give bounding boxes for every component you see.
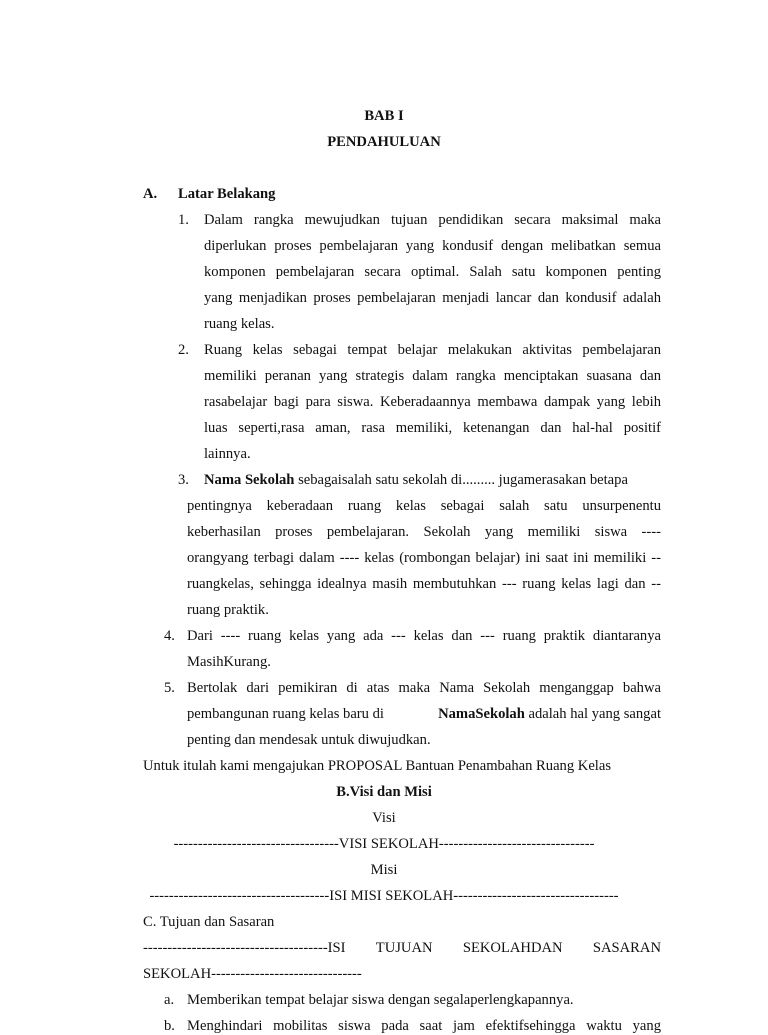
item-1-line-2: diperlukan proses pembelajaran yang kondusif dengan melibatkan semua (204, 238, 661, 254)
item-2-line-3: rasabelajar bagi para siswa. Keberadaannya membawa dampak yang lebih (204, 394, 661, 410)
section-a-title: Latar Belakang (178, 186, 276, 202)
item-5-line-2-post: adalah hal yang sangat (524, 706, 661, 722)
visi-label: Visi (372, 810, 396, 826)
item-5-line-2-pre: pembangunan ruang kelas baru di (187, 706, 384, 722)
school-name-bold: Nama Sekolah (204, 472, 295, 488)
visi-text: ----------------------------------VISI SEKOLAH-------------------------------- (173, 836, 595, 852)
section-c-line-1 (143, 939, 661, 957)
section-c-line-2: SEKOLAH------------------------------- (143, 966, 362, 982)
item-3-line-2: pentingnya keberadaan ruang kelas sebagai salah satu unsurpenentu (187, 498, 661, 514)
item-3-line-3: keberhasilan proses pembelajaran. Sekolah yang memiliki siswa ---- (187, 524, 661, 540)
item-4-line-2: MasihKurang. (187, 654, 271, 670)
list-number: 3. (178, 472, 189, 488)
item-5-line-3: penting dan mendesak untuk diwujudkan. (187, 732, 431, 748)
school-name-bold: NamaSekolah (438, 706, 525, 722)
item-1-line-4: yang menjadikan proses pembelajaran menjadi lancar dan kondusif adalah (204, 290, 661, 306)
section-c-word: TUJUAN (375, 940, 433, 956)
section-c-title: C. Tujuan dan Sasaran (143, 914, 275, 930)
list-number: 2. (178, 342, 189, 358)
item-3-line-1 (204, 471, 661, 489)
item-5-line-1: Bertolak dari pemikiran di atas maka Nama Sekolah menganggap bahwa (187, 680, 661, 696)
list-marker: b. (164, 1018, 175, 1034)
section-c-word: SEKOLAHDAN (462, 940, 563, 956)
item-3-line-5: ruangkelas, sehingga idealnya masih membutuhkan --- ruang kelas lagi dan -- (187, 576, 661, 592)
section-c-item-a: Memberikan tempat belajar siswa dengan segalaperlengkapannya. (187, 992, 574, 1008)
item-2-line-2: memiliki peranan yang strategis dalam rangka menciptakan suasana dan (204, 368, 661, 384)
section-c-item-b: Menghindari mobilitas siswa pada saat jam efektifsehingga waktu yang (187, 1018, 661, 1034)
section-a-marker: A. (143, 186, 158, 202)
list-number: 4. (164, 628, 175, 644)
list-number: 1. (178, 212, 189, 228)
item-2-line-4: luas seperti,rasa aman, rasa memiliki, ketenangan dan hal-hal positif (204, 420, 661, 436)
chapter-title: PENDAHULUAN (327, 134, 441, 150)
misi-label: Misi (370, 862, 398, 878)
item-3-line-4: orangyang terbagi dalam ---- kelas (rombongan belajar) ini saat ini memiliki -- (187, 550, 661, 566)
chapter-heading: BAB I (364, 108, 404, 124)
item-1-line-5: ruang kelas. (204, 316, 275, 332)
item-3-line-6: ruang praktik. (187, 602, 269, 618)
section-b-title: B.Visi dan Misi (336, 784, 432, 800)
item-1-line-3: komponen pembelajaran secara optimal. Salah satu komponen penting (204, 264, 661, 280)
item-5-line-2 (187, 705, 661, 723)
section-c-word: SASARAN (592, 940, 661, 956)
item-2-line-5: lainnya. (204, 446, 251, 462)
item-4-line-1: Dari ---- ruang kelas yang ada --- kelas dan --- ruang praktik diantaranya (187, 628, 661, 644)
list-number: 5. (164, 680, 175, 696)
section-c-line-1-dashes: --------------------------------------ISI (143, 940, 346, 956)
item-1-line-1: Dalam rangka mewujudkan tujuan pendidikan secara maksimal maka (204, 212, 661, 228)
list-marker: a. (164, 992, 175, 1008)
misi-text: -------------------------------------ISI MISI SEKOLAH---------------------------------- (149, 888, 619, 904)
section-a-closing: Untuk itulah kami mengajukan PROPOSAL Bantuan Penambahan Ruang Kelas (143, 758, 612, 774)
item-2-line-1: Ruang kelas sebagai tempat belajar melakukan aktivitas pembelajaran (204, 342, 661, 358)
item-3-line-1-rest: sebagaisalah satu sekolah di......... jugamerasakan betapa (294, 472, 628, 488)
